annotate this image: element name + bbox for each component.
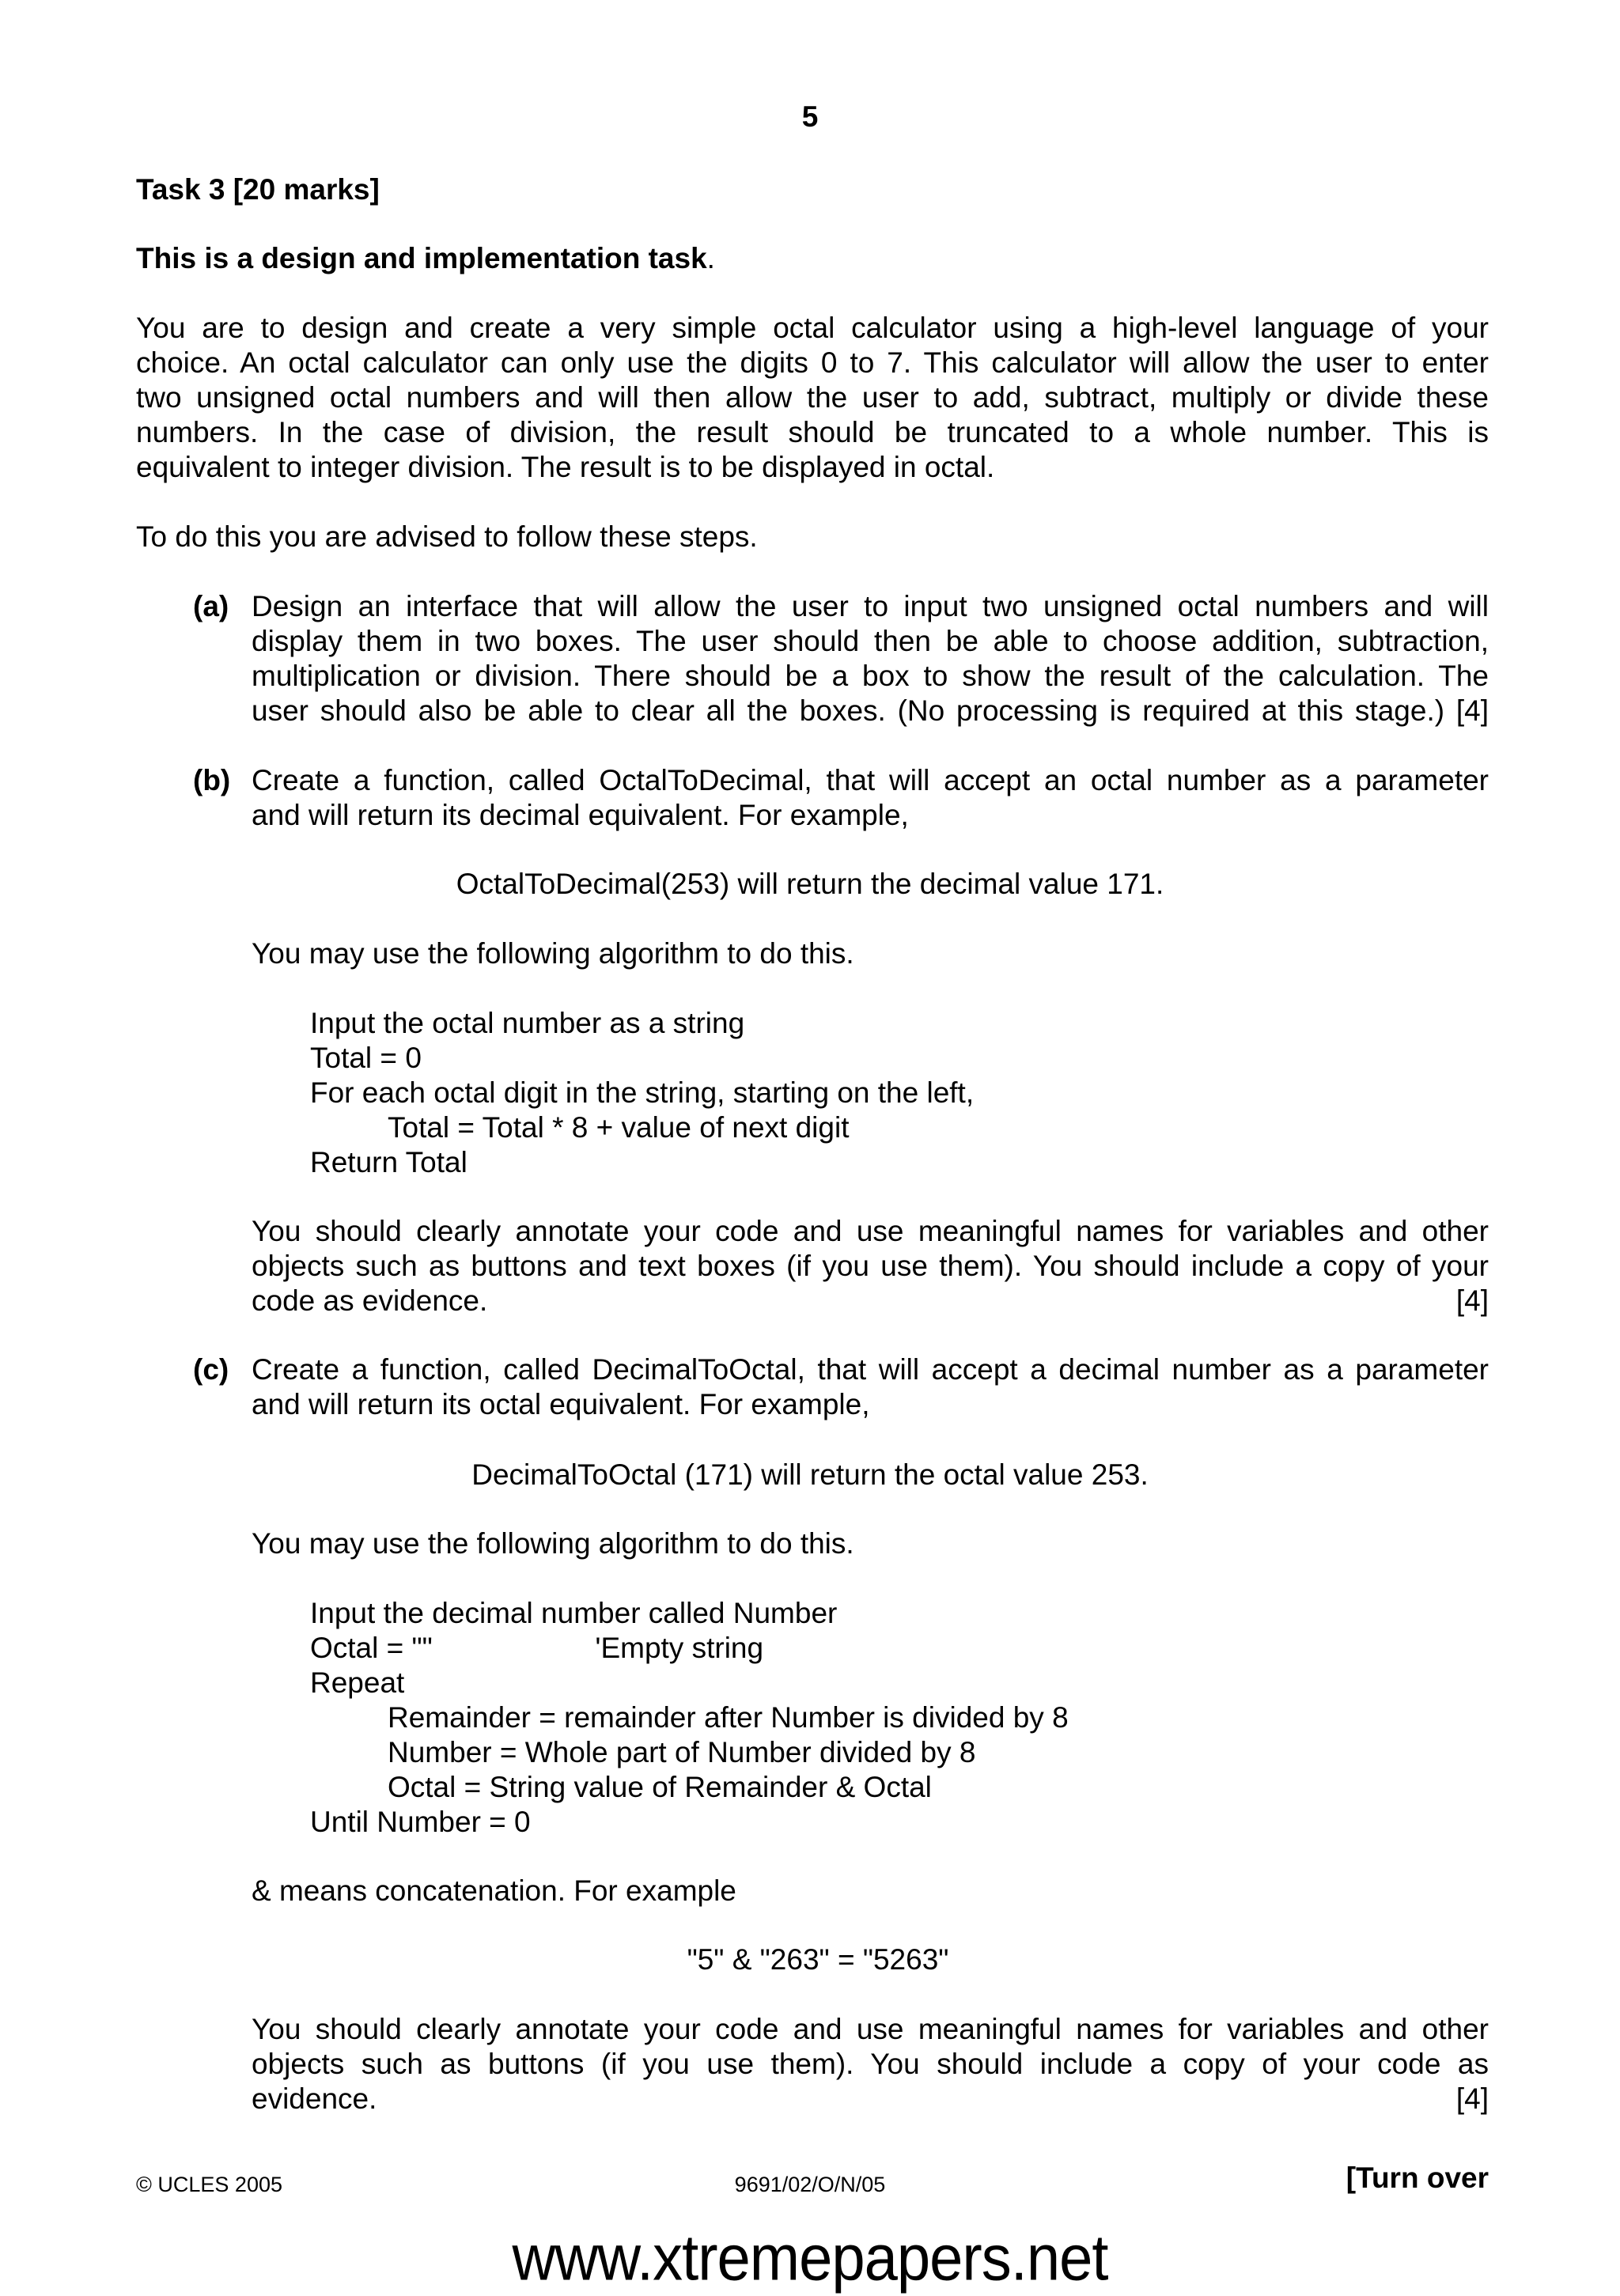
part-c-line: and will return its octal equivalent. For example,: [252, 1388, 870, 1420]
algorithm-line: Return Total: [310, 1146, 467, 1178]
annotate-line: code as evidence.: [252, 1284, 488, 1317]
part-c-body: [252, 1352, 1489, 1422]
part-a-line: multiplication or division. There should be a box to show the result of the calculation. The: [252, 660, 1489, 692]
annotate-line: You should clearly annotate your code and use meaningful names for variables and other: [252, 2013, 1489, 2045]
part-c-line: Create a function, called DecimalToOctal, that will accept a decimal number as a parameter: [252, 1353, 1489, 1386]
algorithm-line: Remainder = remainder after Number is divided by 8: [388, 1701, 1069, 1734]
part-b-body: [252, 763, 1489, 833]
intro-line: two unsigned octal numbers and will then allow the user to add, subtract, multiply or divide these: [136, 381, 1489, 414]
algorithm-line: Until Number = 0: [310, 1806, 531, 1838]
intro-line: equivalent to integer division. The result is to be displayed in octal.: [136, 451, 995, 483]
algorithm-line: Input the decimal number called Number: [310, 1597, 838, 1629]
annotate-line: You should clearly annotate your code and use meaningful names for variables and other: [252, 1215, 1489, 1247]
intro-line: choice. An octal calculator can only use the digits 0 to 7. This calculator will allow the user to enter: [136, 346, 1489, 379]
algorithm-line: Octal = "" 'Empty string: [310, 1632, 764, 1664]
intro-paragraph: [136, 311, 1489, 485]
part-b-algorithm: [310, 1006, 974, 1180]
part-a-line: user should also be able to clear all the boxes. (No processing is required at this stage.) [4]: [252, 694, 1489, 727]
footer-turn-over: [Turn over: [1346, 2162, 1489, 2194]
part-b-example: OctalToDecimal(253) will return the decimal value 171.: [456, 868, 1164, 900]
part-c-example: DecimalToOctal (171) will return the octal value 253.: [471, 1458, 1149, 1491]
annotate-line: evidence.: [252, 2082, 377, 2115]
part-b-marks: [4]: [1455, 1284, 1489, 1317]
part-c-algorithm: [310, 1596, 1069, 1840]
part-c-algo-intro: You may use the following algorithm to do this.: [252, 1527, 854, 1560]
part-c-annotate: [252, 2012, 1489, 2116]
part-a-body: [252, 589, 1489, 728]
algorithm-line: Repeat: [310, 1666, 405, 1699]
algorithm-line: Input the octal number as a string: [310, 1007, 745, 1039]
intro-line: numbers. In the case of division, the result should be truncated to a whole number. This is: [136, 416, 1489, 448]
part-b-line: and will return its decimal equivalent. For example,: [252, 799, 909, 831]
part-c-marks: [4]: [1455, 2082, 1489, 2115]
part-b-algo-intro: You may use the following algorithm to do this.: [252, 937, 854, 970]
part-b-annotate: [252, 1214, 1489, 1318]
footer-copyright: © UCLES 2005: [136, 2173, 282, 2196]
concat-example: "5" & "263" = "5263": [687, 1943, 949, 1976]
steps-intro: To do this you are advised to follow these steps.: [136, 520, 758, 553]
part-b-line: Create a function, called OctalToDecimal, that will accept an octal number as a parameter: [252, 764, 1489, 796]
intro-line: You are to design and create a very simple octal calculator using a high-level language of your: [136, 312, 1489, 344]
part-a-line: Design an interface that will allow the user to input two unsigned octal numbers and will: [252, 590, 1489, 622]
algorithm-line: Octal = String value of Remainder & Octal: [388, 1771, 932, 1803]
task-type-text: This is a design and implementation task: [136, 242, 707, 274]
page-number: 5: [801, 100, 819, 133]
part-b-label: (b): [193, 764, 231, 796]
algorithm-line: For each octal digit in the string, starting on the left,: [310, 1076, 975, 1109]
annotate-line: objects such as buttons and text boxes (if you use them). You should include a copy of your: [252, 1250, 1489, 1282]
task-heading: Task 3 [20 marks]: [136, 173, 380, 206]
part-c-label: (c): [193, 1353, 229, 1386]
part-a-label: (a): [193, 590, 229, 622]
annotate-line: objects such as buttons (if you use them). You should include a copy of your code as: [252, 2048, 1489, 2080]
task-type: [136, 241, 715, 276]
watermark: www.xtremepapers.net: [512, 2222, 1108, 2294]
part-a-line: display them in two boxes. The user should then be able to choose addition, subtraction,: [252, 625, 1489, 657]
task-type-suffix: .: [706, 242, 715, 274]
concat-note: & means concatenation. For example: [252, 1874, 736, 1907]
algorithm-line: Number = Whole part of Number divided by 8: [388, 1736, 976, 1768]
algorithm-line: Total = Total * 8 + value of next digit: [388, 1111, 850, 1144]
algorithm-line: Total = 0: [310, 1042, 422, 1074]
footer-paper-code: 9691/02/O/N/05: [734, 2173, 886, 2196]
